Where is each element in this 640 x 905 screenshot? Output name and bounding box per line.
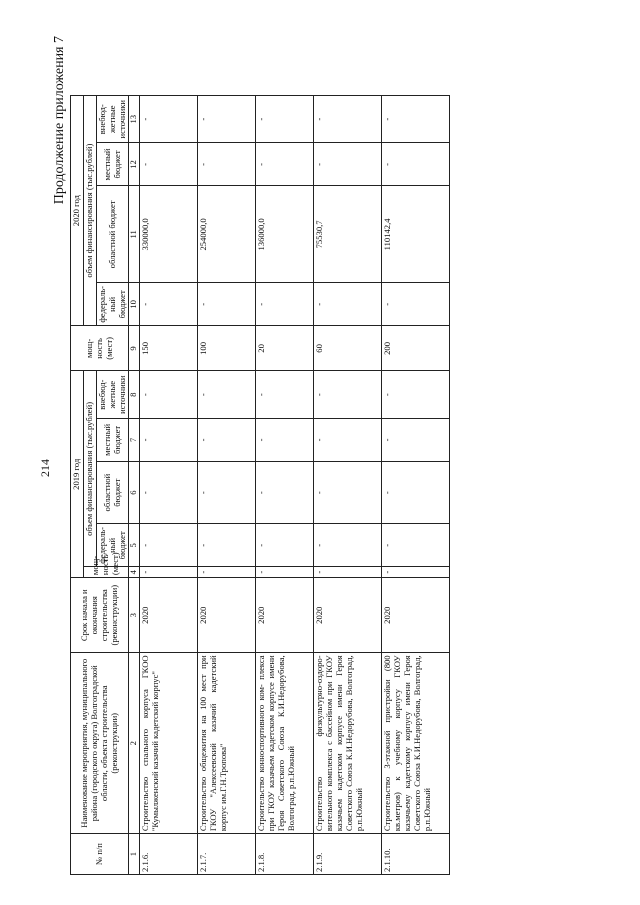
cell-fed-2019: - [314,524,382,567]
row-number: 2.1.8. [256,834,314,875]
row-period: 2020 [382,578,450,653]
header-no: № п/п [71,834,129,875]
cell-loc-2020: - [256,143,314,186]
header-ext-2020: внебюд- жетные источники [96,96,129,143]
cell-capacity-2020: 20 [256,326,314,371]
column-number: 7 [129,418,140,461]
cell-ext-2019: - [140,371,198,418]
cell-capacity-2020: 60 [314,326,382,371]
cell-loc-2019: - [314,418,382,461]
row-name: Строительство конноспортивного ком- плекса при ГКОУ казачьем кадетском корпусе имени Героя Советского Союза К.И.Недорубова, Волгоград, р.п.Южный [256,653,314,834]
cell-ext-2020: - [256,96,314,143]
row-number: 2.1.6. [140,834,198,875]
header-funding-2019: объем финансирования (тыс.рублей) [83,371,96,567]
header-loc-2019: местный бюджет [96,418,129,461]
column-number: 4 [129,567,140,578]
cell-capacity-2019: - [140,567,198,578]
cell-reg-2019: - [314,461,382,523]
cell-ext-2019: - [256,371,314,418]
cell-ext-2020: - [140,96,198,143]
column-number: 2 [129,653,140,834]
column-number: 12 [129,143,140,186]
column-number: 9 [129,326,140,371]
cell-loc-2020: - [198,143,256,186]
column-number: 13 [129,96,140,143]
cell-reg-2020: 110142,4 [382,186,450,283]
cell-fed-2020: - [314,283,382,326]
header-fed-2019: федераль- ный бюджет [96,524,129,567]
header-capacity-2020: мощ- ность (мест) [71,326,129,371]
column-number: 11 [129,186,140,283]
header-name: Наименование мероприятия, муниципального района (городского округа) Волгоградской области, объекта строительства (реконструкции) [71,653,129,834]
cell-capacity-2020: 100 [198,326,256,371]
cell-ext-2020: - [198,96,256,143]
table-row [198,96,256,875]
cell-ext-2019: - [314,371,382,418]
cell-fed-2019: - [198,524,256,567]
header-reg-2019: областной бюджет [96,461,129,523]
row-period: 2020 [198,578,256,653]
cell-fed-2019: - [382,524,450,567]
column-numbers-row [129,96,140,875]
header-funding-2020: объем финансирования (тыс.рублей) [83,96,96,326]
row-period: 2020 [140,578,198,653]
header-ext-2019: внебюд- жетные источники [96,371,129,418]
header-year-2020: 2020 год [71,96,84,326]
cell-ext-2020: - [314,96,382,143]
cell-fed-2019: - [140,524,198,567]
cell-loc-2020: - [382,143,450,186]
appendix-table [70,95,450,875]
table-body [140,96,450,875]
cell-ext-2019: - [382,371,450,418]
cell-fed-2020: - [382,283,450,326]
column-number: 8 [129,371,140,418]
row-number: 2.1.10. [382,834,450,875]
cell-reg-2020: 330000,0 [140,186,198,283]
cell-fed-2020: - [140,283,198,326]
cell-reg-2020: 75530,7 [314,186,382,283]
cell-capacity-2019: - [256,567,314,578]
header-year-2019: 2019 год [71,371,84,578]
row-name: Строительство 3-этажной пристройки (800 кв.метров) к учебному корпусу ГКОУ казачьему кадетскому корпусу имени Героя Советского Союза К.И.Недорубова, Волгоград, р.п.Южный [382,653,450,834]
row-number: 2.1.7. [198,834,256,875]
row-number: 2.1.9. [314,834,382,875]
column-number: 10 [129,283,140,326]
page-number: 214 [38,459,52,477]
header-capacity-2019: мощ- ность (мест) [83,567,129,578]
cell-ext-2020: - [382,96,450,143]
cell-capacity-2019: - [382,567,450,578]
row-name: Строительство общежития на 100 мест при ГКОУ "Алексеевский казачий кадетский корпус им.Г.Н.Тропова" [198,653,256,834]
cell-reg-2020: 136000,0 [256,186,314,283]
cell-fed-2020: - [198,283,256,326]
cell-fed-2020: - [256,283,314,326]
cell-loc-2019: - [140,418,198,461]
cell-ext-2019: - [198,371,256,418]
row-period: 2020 [314,578,382,653]
cell-loc-2019: - [382,418,450,461]
header-period: Срок начала и окончания строительства (реконструкции) [71,578,129,653]
cell-capacity-2019: - [314,567,382,578]
column-number: 6 [129,461,140,523]
row-name: Строительство физкультурно-оздоро- вительного комплекса с бассейном при ГКОУ казачьем кадетском корпусе имени Героя Советского Союза К.И.Недорубова, Волгоград, р.п.Южный [314,653,382,834]
header-fed-2020: федераль- ный бюджет [96,283,129,326]
header-reg-2020: областной бюджет [96,186,129,283]
cell-capacity-2020: 150 [140,326,198,371]
cell-loc-2019: - [198,418,256,461]
cell-reg-2020: 254000,0 [198,186,256,283]
row-name: Строительство спального корпуса ГКОО "Кумылженский казачий кадетский корпус" [140,653,198,834]
table-row [382,96,450,875]
table-row [314,96,382,875]
cell-reg-2019: - [256,461,314,523]
continuation-title: Продолжение приложения 7 [52,36,67,205]
cell-loc-2020: - [140,143,198,186]
column-number: 1 [129,834,140,875]
table-row [256,96,314,875]
table-row [140,96,198,875]
cell-reg-2019: - [140,461,198,523]
cell-reg-2019: - [382,461,450,523]
cell-capacity-2019: - [198,567,256,578]
header-loc-2020: местный бюджет [96,143,129,186]
cell-fed-2019: - [256,524,314,567]
row-period: 2020 [256,578,314,653]
cell-reg-2019: - [198,461,256,523]
cell-loc-2020: - [314,143,382,186]
cell-loc-2019: - [256,418,314,461]
column-number: 3 [129,578,140,653]
cell-capacity-2020: 200 [382,326,450,371]
column-number: 5 [129,524,140,567]
table-header [71,96,140,875]
